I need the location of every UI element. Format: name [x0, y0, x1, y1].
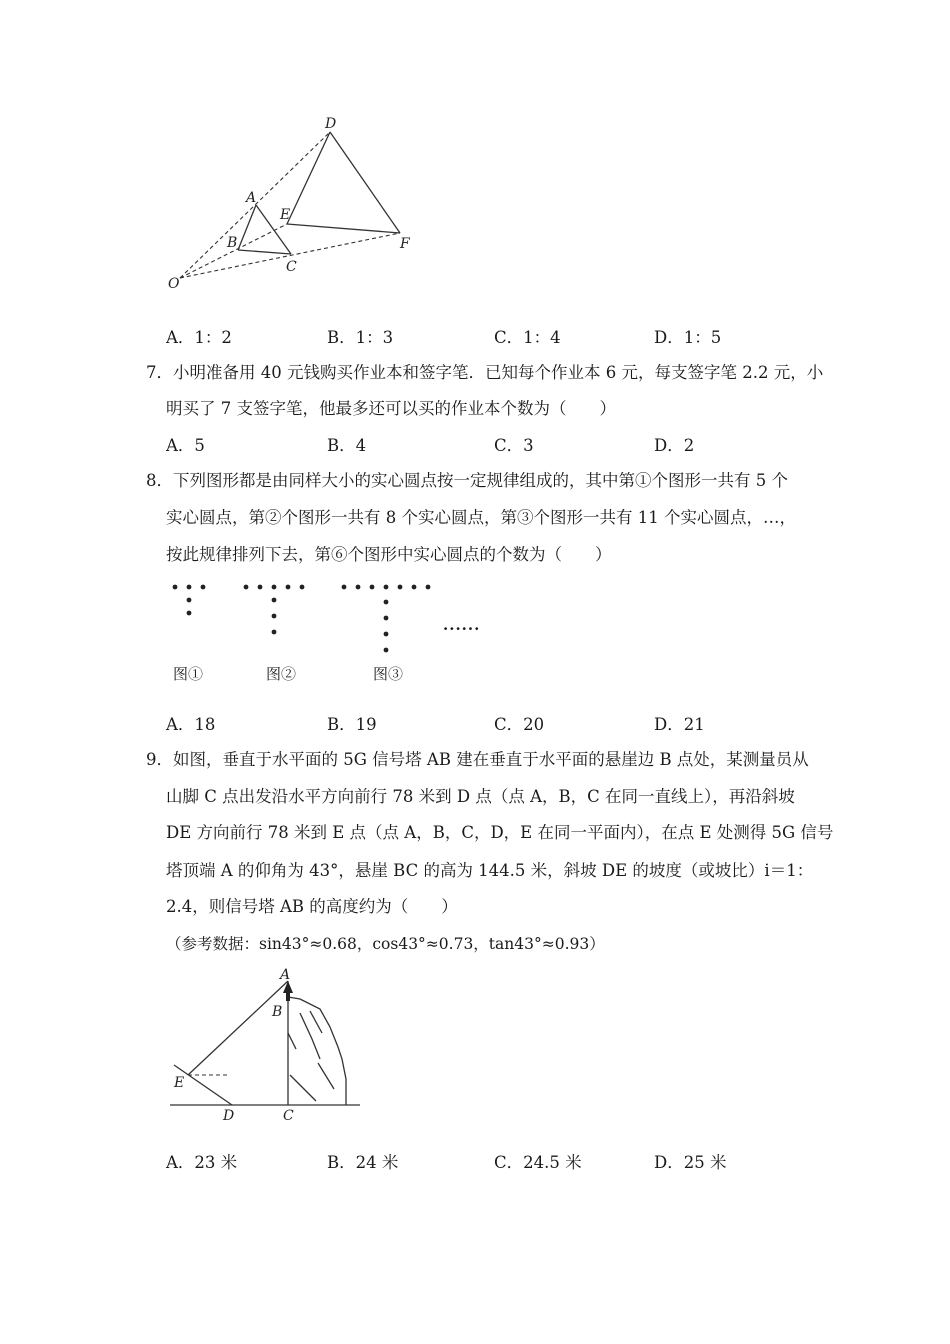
- q8-text-line-2: 实心圆点，第②个图形一共有 8 个实心圆点，第③个图形一共有 11 个实心圆点，…，: [166, 508, 796, 527]
- tower-AB: [286, 991, 290, 1001]
- q6-option-a[interactable]: A．1：2: [166, 328, 232, 347]
- q8-caption-3: 图③: [373, 665, 404, 683]
- label-B: B: [272, 1004, 283, 1020]
- label-A: A: [246, 190, 257, 206]
- label-D: D: [325, 116, 337, 132]
- dot-figure-1: [173, 585, 206, 616]
- q8-option-c[interactable]: C．20: [494, 715, 545, 734]
- q8-caption-1: 图①: [173, 665, 204, 683]
- segment-BC: [238, 250, 291, 254]
- q8-option-b[interactable]: B．19: [327, 715, 377, 734]
- q6-triangle-figure: [160, 110, 430, 300]
- segment-DE: [287, 132, 330, 224]
- q9-text-line-3: DE 方向前行 78 米到 E 点（点 A，B，C，D，E 在同一平面内），在点 E 处测得 5G 信号: [166, 823, 834, 842]
- q7-option-b[interactable]: B．4: [327, 436, 367, 455]
- q7-option-c[interactable]: C．3: [494, 436, 534, 455]
- q8-option-d[interactable]: D．21: [654, 715, 705, 734]
- label-B: B: [227, 235, 238, 251]
- sight-line-EA: [188, 981, 288, 1075]
- label-C: C: [286, 259, 297, 275]
- label-E: E: [280, 207, 291, 223]
- label-D: D: [223, 1108, 235, 1124]
- dot-figure-2: [244, 585, 305, 635]
- q9-text-line-2: 山脚 C 点出发沿水平方向前行 78 米到 D 点（点 A，B，C 在同一直线上），再沿斜坡: [166, 787, 795, 806]
- q6-option-d[interactable]: D．1：5: [654, 328, 722, 347]
- dot-figure-3: [342, 585, 431, 653]
- q6-option-c[interactable]: C．1：4: [494, 328, 561, 347]
- q9-text-line-5: 2.4，则信号塔 AB 的高度约为（ ）: [166, 897, 458, 916]
- q8-text-line-1: 8．下列图形都是由同样大小的实心圆点按一定规律组成的，其中第①个图形一共有 5 个: [146, 471, 788, 490]
- q8-text-line-3: 按此规律排列下去，第⑥个图形中实心圆点的个数为（ ）: [166, 545, 612, 564]
- q9-option-a[interactable]: A．23 米: [166, 1153, 238, 1172]
- q7-option-a[interactable]: A．5: [166, 436, 205, 455]
- q9-option-c[interactable]: C．24.5 米: [494, 1153, 582, 1172]
- label-E: E: [174, 1075, 185, 1091]
- label-A: A: [280, 967, 291, 983]
- q8-ellipsis: ......: [443, 616, 481, 634]
- q8-dot-pattern-figure: [160, 575, 490, 665]
- q9-option-b[interactable]: B．24 米: [327, 1153, 399, 1172]
- q6-option-b[interactable]: B．1：3: [327, 328, 394, 347]
- q7-text-line-2: 明买了 7 支签字笔，他最多还可以买的作业本个数为（ ）: [166, 399, 616, 418]
- dashed-OE: [180, 224, 287, 278]
- label-O: O: [168, 276, 180, 292]
- q7-option-d[interactable]: D．2: [654, 436, 695, 455]
- q9-tower-cliff-figure: [160, 963, 370, 1125]
- q8-option-a[interactable]: A．18: [166, 715, 216, 734]
- q9-text-line-1: 9．如图，垂直于水平面的 5G 信号塔 AB 建在垂直于水平面的悬崖边 B 点处，某测量员从: [146, 750, 809, 769]
- q9-option-d[interactable]: D．25 米: [654, 1153, 727, 1172]
- segment-AB: [238, 205, 256, 250]
- label-F: F: [400, 236, 410, 252]
- label-C: C: [283, 1108, 294, 1124]
- q9-reference-data: （参考数据：sin43°≈0.68，cos43°≈0.73，tan43°≈0.93）: [166, 935, 605, 953]
- segment-EF: [287, 224, 400, 233]
- q8-caption-2: 图②: [266, 665, 297, 683]
- q9-text-line-4: 塔顶端 A 的仰角为 43°，悬崖 BC 的高为 144.5 米，斜坡 DE 的坡度（或坡比）i＝1：: [166, 861, 814, 880]
- q7-text-line-1: 7．小明准备用 40 元钱购买作业本和签字笔．已知每个作业本 6 元，每支签字笔 2.2 元，小: [146, 363, 824, 382]
- segment-DF: [330, 132, 400, 233]
